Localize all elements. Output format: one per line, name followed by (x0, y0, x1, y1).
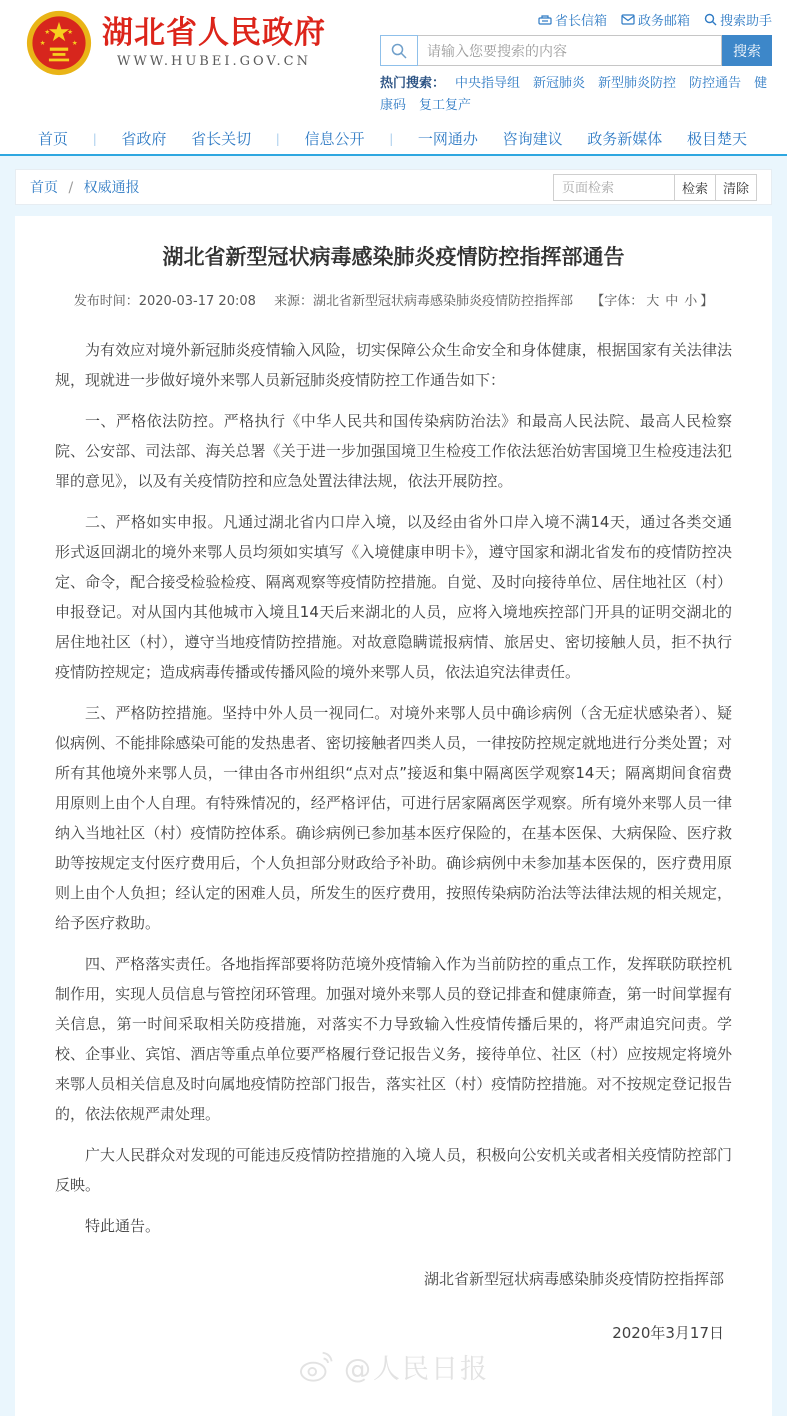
quick-link-label: 搜索助手 (719, 14, 772, 29)
weibo-icon (298, 1349, 336, 1383)
hot-search-term[interactable]: 防控通告 (689, 76, 742, 91)
article-paragraph: 为有效应对境外新冠肺炎疫情输入风险，切实保障公众生命安全和身体健康，根据国家有关法律法规，现就进一步做好境外来鄂人员新冠肺炎疫情防控工作通告如下： (55, 340, 732, 389)
site-search-input[interactable] (418, 35, 722, 66)
breadcrumb-bar (15, 169, 772, 205)
article-container (15, 216, 772, 1416)
site-search-bar (380, 35, 772, 66)
svg-text:★: ★ (39, 38, 46, 47)
search-button[interactable]: 搜索 (722, 35, 772, 66)
hot-search-label: 热门搜索： (380, 76, 446, 91)
nav-item-home[interactable]: 首页 (38, 130, 69, 148)
breadcrumb-current[interactable]: 权威通报 (83, 180, 140, 196)
svg-text:★: ★ (44, 27, 51, 36)
nav-separator: | (92, 131, 97, 146)
article-paragraph: 一、严格依法防控。严格执行《中华人民共和国传染病防治法》和最高人民法院、最高人民检察院、公安部、司法部、海关总署《关于进一步加强国境卫生检疫工作依法惩治妨害国境卫生检疫违法犯罪的意见》，以及有关疫情防控和应急处置法律法规，依法开展防控。 (55, 411, 732, 490)
search-icon-box (380, 35, 418, 66)
gov-email-link[interactable] (621, 10, 690, 29)
hot-search-term[interactable]: 健康码 (380, 76, 768, 113)
main-nav (0, 123, 787, 156)
nav-item-provincial-gov[interactable]: 省政府 (121, 130, 167, 148)
article-meta (55, 290, 732, 309)
svg-text:★: ★ (71, 38, 78, 47)
font-size-medium[interactable]: 中 (665, 293, 679, 309)
hot-search-term[interactable]: 新型肺炎防控 (598, 76, 677, 91)
nav-item-info-disclosure[interactable]: 信息公开 (304, 130, 365, 148)
nav-item-one-stop-service[interactable]: 一网通办 (417, 130, 478, 148)
article-date: 2020年3月17日 (612, 1323, 724, 1342)
publish-time: 发布时间：2020-03-17 20:08 (73, 293, 256, 309)
search-icon (391, 43, 407, 59)
nav-separator: | (275, 131, 280, 146)
header-quick-links (380, 8, 772, 35)
nav-item-jimu-chutian[interactable]: 极目楚天 (686, 130, 747, 148)
watermark-text: @人民日报 (344, 1353, 489, 1385)
svg-text:★: ★ (67, 27, 73, 36)
hot-search-term[interactable]: 新冠肺炎 (533, 76, 586, 91)
nav-item-gov-new-media[interactable]: 政务新媒体 (587, 130, 663, 148)
article-signature: 湖北省新型冠状病毒感染肺炎疫情防控指挥部 (423, 1269, 724, 1288)
site-logo[interactable] (26, 8, 326, 117)
page-search-input[interactable] (553, 174, 675, 201)
font-size-large[interactable]: 大 (646, 293, 660, 309)
hot-search-term[interactable]: 复工复产 (419, 98, 472, 113)
font-size-small[interactable]: 小 (684, 293, 698, 309)
breadcrumb (30, 177, 140, 197)
page-search (553, 174, 757, 201)
hot-search (380, 73, 772, 117)
article-paragraph: 特此通告。 (85, 1216, 161, 1235)
page-search-button[interactable]: 检索 (675, 174, 716, 201)
article-paragraph: 广大人民群众对发现的可能违反疫情防控措施的入境人员，积极向公安机关或者相关疫情防控部门反映。 (55, 1145, 732, 1194)
article-paragraph: 三、严格防控措施。坚持中外人员一视同仁。对境外来鄂人员中确诊病例（含无症状感染者）、疑似病例、不能排除感染可能的发热患者、密切接触者四类人员，一律按防控规定就地进行分类处置；对所有其他境外来鄂人员，一律由各市州组织“点对点”接返和集中隔离医学观察14天；隔离期间食宿费用原则上由个人自理。有特殊情况的，经严格评估，可进行居家隔离医学观察。所有境外来鄂人员一律纳入当地社区（村）疫情防控体系。确诊病例已参加基本医疗保险的，在基本医保、大病保险、医疗救助等按规定支付医疗费用后，个人负担部分财政给予补助。确诊病例中未参加基本医保的，医疗费用原则上由个人负担；经认定的困难人员，所发生的医疗费用，按照传染病防治法等法律法规的相关规定，给予医疗救助。 (55, 703, 732, 932)
watermark (55, 1347, 732, 1386)
search-icon (704, 13, 717, 26)
envelope-icon (621, 14, 635, 25)
breadcrumb-home-link[interactable]: 首页 (30, 180, 58, 196)
article-source: 来源：湖北省新型冠状病毒感染肺炎疫情防控指挥部 (274, 293, 574, 309)
article-title: 湖北省新型冠状病毒感染肺炎疫情防控指挥部通告 (162, 245, 625, 269)
font-size-switcher (591, 294, 713, 309)
nav-separator: | (389, 131, 394, 146)
governor-mailbox-link[interactable] (538, 10, 607, 29)
nav-item-consultation[interactable]: 咨询建议 (502, 130, 563, 148)
font-size-suffix: 】 (700, 293, 714, 309)
font-size-prefix: 【字体： (591, 293, 644, 309)
national-emblem-icon (26, 10, 92, 76)
site-header (0, 0, 787, 123)
mailbox-icon (538, 14, 552, 26)
site-url: WWW.HUBEI.GOV.CN (117, 54, 311, 70)
hot-search-term[interactable]: 中央指导组 (455, 76, 521, 91)
breadcrumb-separator: / (68, 180, 74, 196)
article-paragraph: 四、严格落实责任。各地指挥部要将防范境外疫情输入作为当前防控的重点工作，发挥联防联控机制作用，实现人员信息与管控闭环管理。加强对境外来鄂人员的登记排查和健康筛查，第一时间掌握有关信息，第一时间采取相关防疫措施，对落实不力导致输入性疫情传播后果的，将严肃追究问责。学校、企事业、宾馆、酒店等重点单位要严格履行登记报告义务，接待单位、社区（村）应按规定将境外来鄂人员相关信息及时向属地疫情防控部门报告，落实社区（村）疫情防控措施。对不按规定登记报告的，依法依规严肃处理。 (55, 954, 732, 1123)
page-clear-button[interactable]: 清除 (716, 174, 757, 201)
quick-link-label: 省长信箱 (554, 14, 607, 29)
site-name: 湖北省人民政府 (102, 15, 326, 51)
search-helper-link[interactable] (704, 10, 772, 29)
article-body (55, 335, 732, 1241)
nav-item-governor-concern[interactable]: 省长关切 (191, 130, 252, 148)
quick-link-label: 政务邮箱 (637, 14, 690, 29)
article-paragraph: 二、严格如实申报。凡通过湖北省内口岸入境，以及经由省外口岸入境不满14天，通过各类交通形式返回湖北的境外来鄂人员均须如实填写《入境健康申明卡》，遵守国家和湖北省发布的疫情防控决定、命令，配合接受检验检疫、隔离观察等疫情防控措施。自觉、及时向接待单位、居住地社区（村）申报登记。对从国内其他城市入境且14天后来湖北的人员，应将入境地疾控部门开具的证明交湖北的居住地社区（村），遵守当地疫情防控措施。对故意隐瞒谎报病情、旅居史、密切接触人员，拒不执行疫情防控规定；造成病毒传播或传播风险的境外来鄂人员，依法追究法律责任。 (55, 512, 732, 681)
